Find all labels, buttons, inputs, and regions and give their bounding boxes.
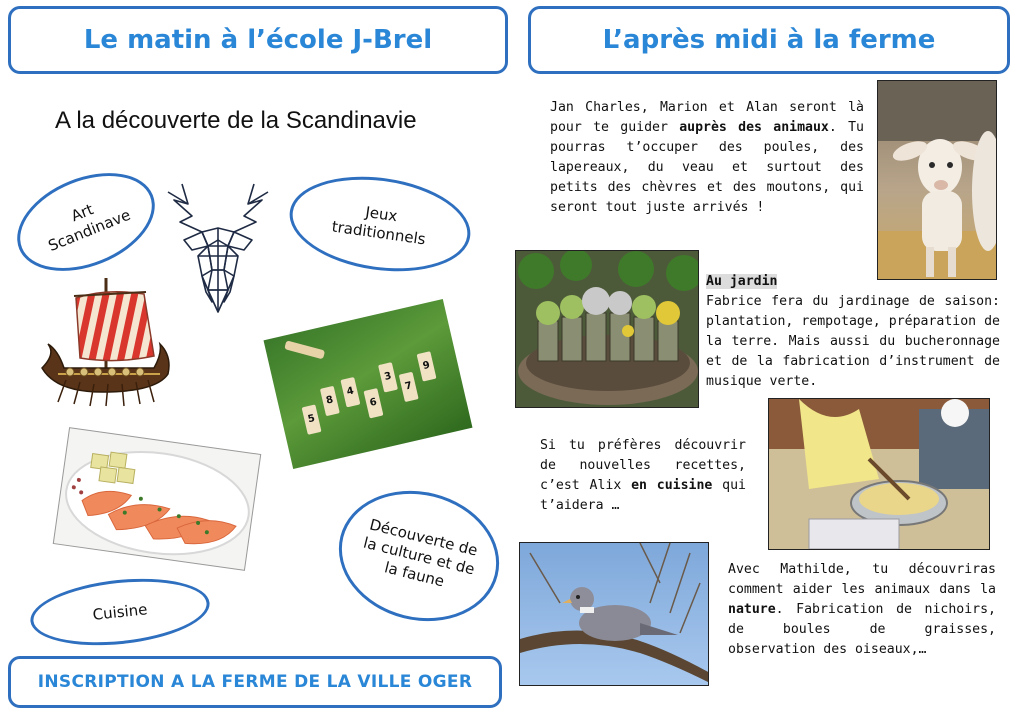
kubb-number: 8: [325, 394, 335, 407]
cooking-text-1: Si tu préfères découvrir de nouvelles recettes, c’est Alix: [540, 438, 746, 493]
lamb-drawing: [878, 81, 997, 280]
left-title: Le matin à l’école J-Brel: [83, 25, 433, 55]
kubb-game-photo: [264, 299, 473, 469]
viking-ship-image: [36, 270, 176, 410]
geometric-deer-icon: [162, 180, 274, 318]
salmon-dish-photo: [53, 427, 262, 571]
lamb-photo: [877, 80, 997, 280]
pigeon-photo: [519, 542, 709, 686]
kubb-number: 3: [383, 370, 393, 383]
kubb-number: 6: [368, 396, 378, 409]
kubb-pin: [378, 362, 398, 392]
cooking-bold: en cuisine: [631, 478, 713, 493]
kubb-pin: [399, 372, 419, 402]
right-title: L’après midi à la ferme: [602, 25, 936, 55]
nature-paragraph: [728, 560, 996, 660]
kubb-pin: [340, 377, 360, 407]
cooking-text-2: qui t’aidera …: [540, 478, 746, 513]
kubb-number: 5: [306, 412, 317, 426]
kubb-pin: [417, 351, 437, 381]
bubble-jeux-label: Jeux traditionnels: [330, 202, 427, 249]
bubble-cuisine-label: Cuisine: [91, 599, 149, 624]
pigeon-drawing: [520, 543, 709, 686]
inscription-text: INSCRIPTION A LA FERME DE LA VILLE OGER: [37, 672, 473, 692]
bubble-decouverte-culture: [325, 474, 513, 637]
inscription-banner: [8, 656, 502, 708]
cooking-paragraph: [540, 436, 746, 516]
left-title-banner: [8, 6, 508, 74]
kubb-number: 7: [403, 380, 414, 393]
animals-paragraph: [550, 98, 864, 218]
bubble-cuisine: [27, 571, 213, 653]
bubble-art-label: Art Scandinave: [45, 200, 134, 255]
bubble-culture-label: Découverte de la culture et de la faune: [361, 514, 480, 591]
kubb-number: 4: [345, 385, 355, 398]
bubble-jeux-traditionnels: [283, 166, 476, 282]
garden-text: Fabrice fera du jardinage de saison: plantation, rempotage, préparation de la terre. Mais aussi du bucheronnage et de la fabrication d’instrument de musique verte.: [706, 294, 1000, 389]
garden-photo: [515, 250, 699, 408]
left-subtitle: A la découverte de la Scandinavie: [55, 107, 417, 134]
kubb-pin: [364, 388, 384, 418]
animals-text-2: . Tu pourras t’occuper des poules, des lapereaux, du veau et surtout des petits des chèvres et des moutons, qui seront tout juste arrivés !: [550, 120, 864, 215]
right-title-banner: [528, 6, 1010, 74]
cooking-photo: [768, 398, 990, 550]
kubb-pin: [320, 386, 340, 416]
kubb-pin: [302, 404, 322, 434]
nature-bold: nature: [728, 602, 776, 617]
kubb-number: 9: [421, 359, 432, 373]
salmon-plate-drawing: [54, 428, 262, 571]
animals-text-1: Jan Charles, Marion et Alan seront là pour te guider: [550, 100, 864, 135]
garden-heading: Au jardin: [706, 274, 778, 289]
garden-paragraph: [706, 272, 1000, 392]
garden-drawing: [516, 251, 699, 408]
nature-text-2: . Fabrication de nichoirs, de boules de graisses, observation des oiseaux,…: [728, 602, 996, 657]
nature-text-1: Avec Mathilde, tu découvriras comment aider les animaux dans la: [728, 562, 996, 597]
animals-bold: auprès des animaux: [679, 120, 829, 135]
cooking-drawing: [769, 399, 990, 550]
